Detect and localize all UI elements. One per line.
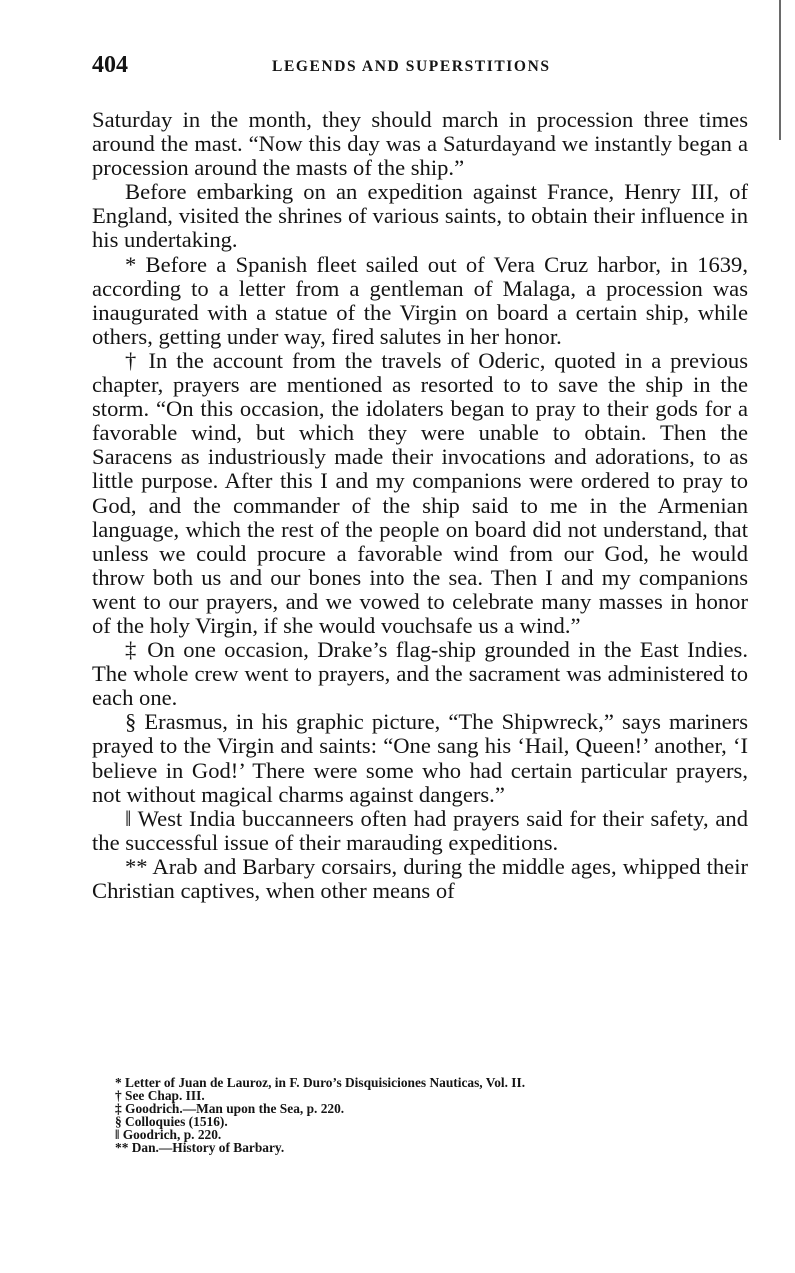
page-header [92, 52, 748, 82]
paragraph-drake: ‡ On one occasion, Drake’s flag-ship grounded in the East Indies. The whole crew went to prayers, and the sacrament was administered to each one. [92, 637, 748, 711]
page-edge-line [779, 0, 781, 140]
paragraph-henry-iii: Before embarking on an expedition against France, Henry III, of England, visited the shrines of various saints, to obtain their influence in his undertaking. [92, 179, 748, 253]
body-text [92, 108, 748, 903]
footnotes [115, 1077, 755, 1154]
footnote: ‖ Goodrich, p. 220. [115, 1126, 222, 1142]
footnote: ** Dan.—History of Barbary. [115, 1139, 285, 1155]
paragraph-spanish-fleet: * Before a Spanish fleet sailed out of Vera Cruz harbor, in 1639, according to a letter from a gentleman of Malaga, a procession was inaugurated with a statue of the Virgin on board a certain ship, while others, getting under way, fired salutes in her honor. [92, 251, 748, 349]
paragraph-oderic: † In the account from the travels of Oderic, quoted in a previous chapter, prayers are mentioned as resorted to to save the ship in the storm. “On this occasion, the idolaters began to pray to their gods for a favorable wind, but which they were unable to obtain. Then the Saracens as industriously made their invocations and adorations, to as little purpose. After this I and my companions were ordered to pray to God, and the commander of the ship said to me in the Armenian language, which the rest of the people on board did not understand, that unless we could procure a favorable wind from our God, he would throw both us and our bones into the sea. Then I and my companions went to our prayers, and we vowed to celebrate many masses in honor of the holy Virgin, if she would vouchsafe us a wind.” [92, 347, 748, 638]
paragraph-continuation: Saturday in the month, they should march in procession three times around the mast. “Now this day was a Saturdayand we instantly began a procession around the masts of the ship.” [92, 107, 748, 181]
footnote: * Letter of Juan de Lauroz, in F. Duro’s Disquisiciones Nauticas, Vol. II. [115, 1075, 526, 1090]
paragraph-erasmus: § Erasmus, in his graphic picture, “The Shipwreck,” says mariners prayed to the Virgin and saints: “One sang his ‘Hail, Queen!’ another, ‘I believe in God!’ There were some who had certain particular prayers, not without magical charms against dangers.” [92, 709, 748, 807]
running-head: LEGENDS AND SUPERSTITIONS [272, 58, 551, 75]
footnote: § Colloquies (1516). [115, 1113, 228, 1129]
footnote: ‡ Goodrich.—Man upon the Sea, p. 220. [115, 1100, 345, 1116]
page-number: 404 [92, 52, 128, 78]
paragraph-buccanneers: ‖ West India buccanneers often had prayers said for their safety, and the successful issue of their marauding expeditions. [92, 805, 748, 855]
footnote: † See Chap. III. [115, 1087, 205, 1103]
paragraph-corsairs: ** Arab and Barbary corsairs, during the middle ages, whipped their Christian captives, when other means of [92, 853, 748, 903]
